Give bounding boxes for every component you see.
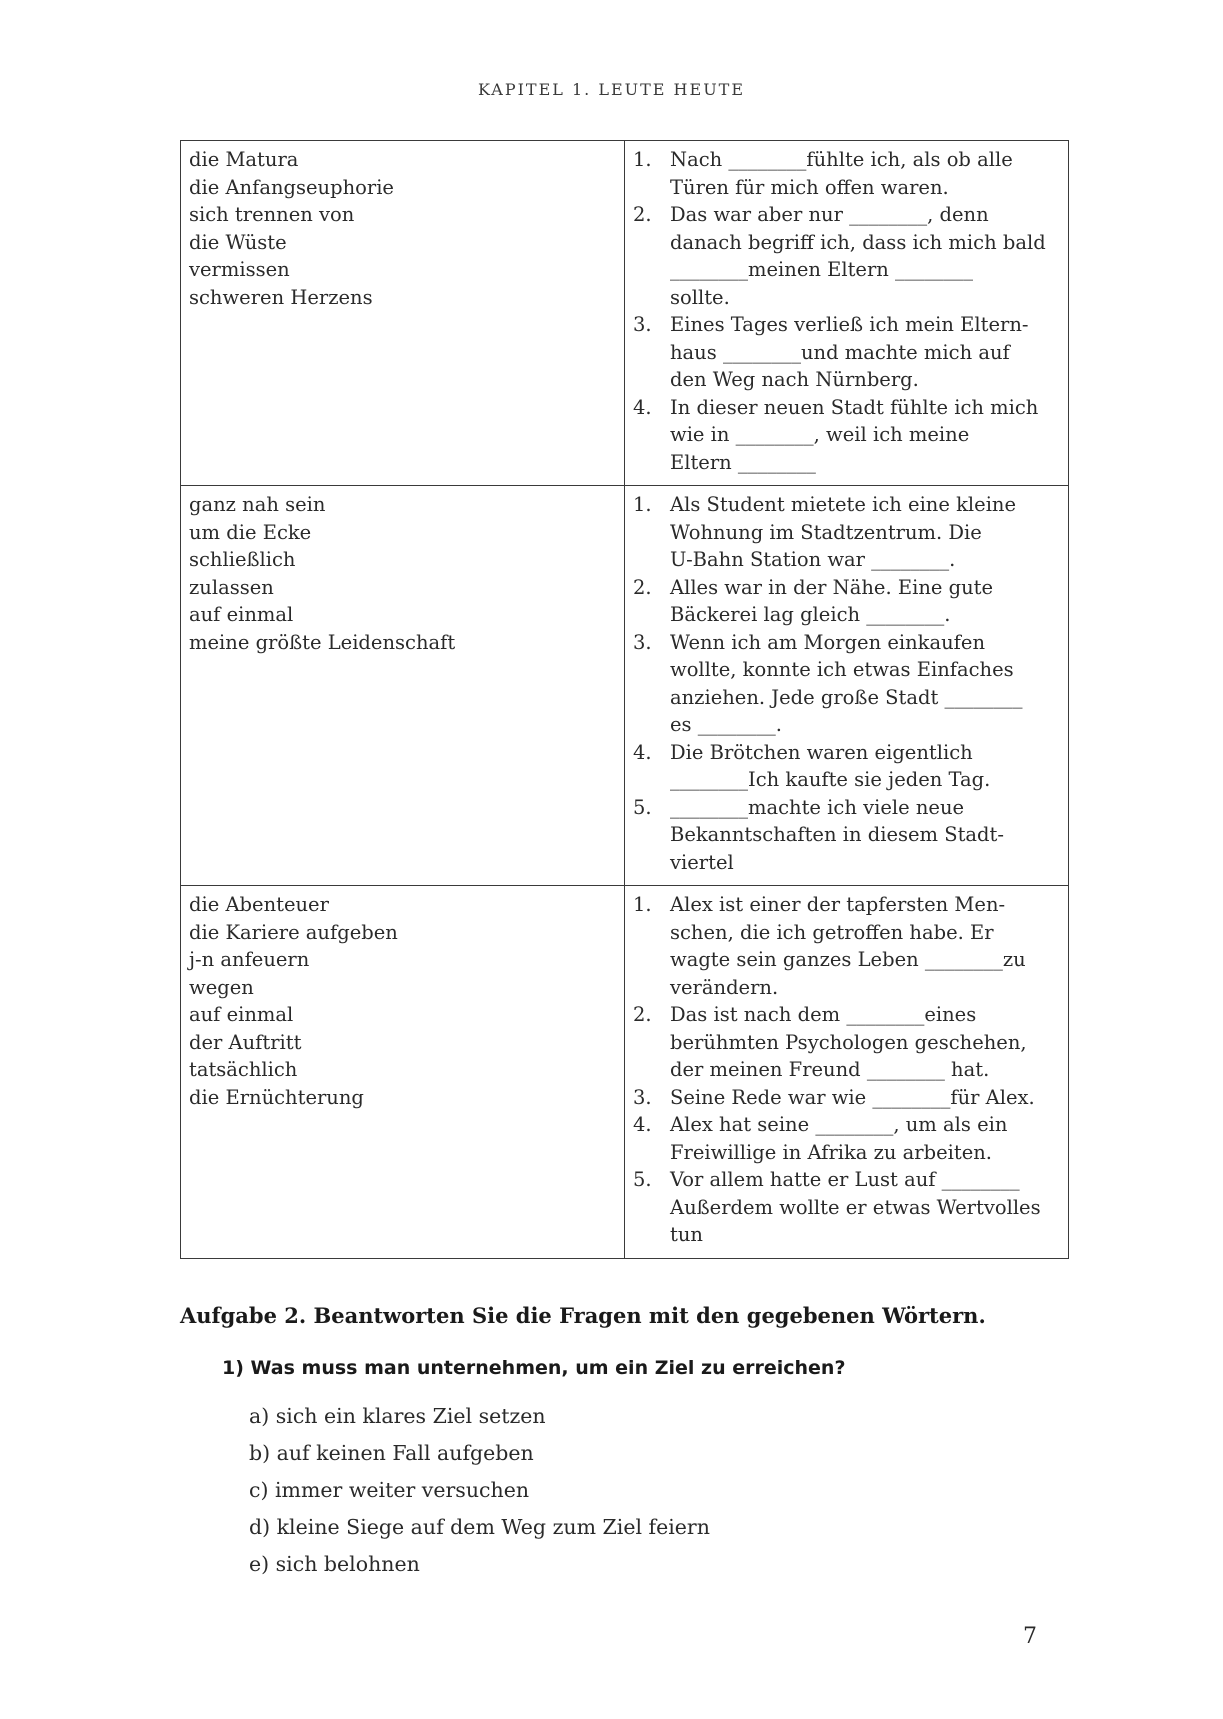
sentence-line: U-Bahn Station war ________.: [670, 548, 956, 571]
sentence-line: Außerdem wollte er etwas Wertvolles: [670, 1195, 1041, 1219]
sentence-line: tun: [670, 1223, 703, 1246]
sentence-item: [633, 739, 1062, 794]
vocabulary-word: wegen: [189, 975, 254, 999]
sentence-line: ________Ich kaufte sie jeden Tag.: [670, 768, 991, 791]
sentence-number: 3.: [633, 630, 652, 654]
sentence-line: Nach ________fühlte ich, als ob alle: [670, 148, 1013, 171]
sentence-line: Die Brötchen waren eigentlich: [670, 740, 973, 764]
question: 1) Was muss man unternehmen, um ein Ziel zu erreichen?: [222, 1357, 846, 1379]
sentence-line: Alex hat seine ________, um als ein: [670, 1113, 1008, 1136]
sentence-line: wollte, konnte ich etwas Einfaches: [670, 658, 1014, 681]
sentence-line: In dieser neuen Stadt fühlte ich mich: [670, 395, 1039, 419]
sentence-line: Das war aber nur ________, denn: [670, 203, 989, 226]
sentence-line: Eines Tages verließ ich mein Eltern-: [670, 313, 1029, 336]
sentence-number: 3.: [633, 1085, 652, 1109]
vocabulary-word: sich trennen von: [189, 203, 355, 226]
sentence-number: 4.: [633, 1113, 652, 1136]
sentence-text: [670, 1001, 1062, 1084]
sentence-line: berühmten Psychologen geschehen,: [670, 1030, 1027, 1054]
word-list-cell: [181, 141, 625, 486]
sentence-text: [670, 629, 1062, 739]
sentence-number: 2.: [633, 575, 652, 599]
vocabulary-word: j-n anfeuern: [189, 948, 310, 971]
sentence-line: Freiwillige in Afrika zu arbeiten.: [670, 1140, 993, 1164]
sentence-line: ________machte ich viele neue: [670, 795, 965, 819]
sentence-item: [633, 311, 1062, 394]
sentence-text: [670, 146, 1062, 201]
sentence-line: viertel: [670, 850, 734, 874]
sentence-line: Bekanntschaften in diesem Stadt-: [670, 823, 1004, 846]
sentence-item: [633, 1001, 1062, 1084]
sentence-line: es ________.: [670, 713, 782, 736]
vocabulary-word: ganz nah sein: [189, 493, 326, 516]
sentence-item: [633, 1111, 1062, 1166]
sentence-text: [670, 891, 1062, 1001]
sentence-text: [670, 201, 1062, 311]
vocabulary-word: die Anfangseuphorie: [189, 175, 394, 199]
sentence-line: der meinen Freund ________ hat.: [670, 1058, 990, 1081]
sentence-text: [670, 739, 1062, 794]
vocabulary-word: die Matura: [189, 148, 299, 171]
sentence-item: [633, 574, 1062, 629]
answer-item: a) sich ein klares Ziel setzen: [249, 1404, 546, 1428]
answer-item: b) auf keinen Fall aufgeben: [249, 1441, 534, 1465]
sentence-line: Alles war in der Nähe. Eine gute: [670, 575, 994, 599]
sentence-line: Türen für mich offen waren.: [670, 175, 949, 199]
vocabulary-word: vermissen: [189, 258, 290, 281]
vocabulary-table: [180, 140, 1069, 1259]
vocabulary-word: die Wüste: [189, 230, 287, 254]
table-row: [181, 886, 1069, 1259]
sentence-line: schen, die ich getroffen habe. Er: [670, 920, 994, 944]
sentence-list: [633, 491, 1062, 876]
sentence-item: [633, 491, 1062, 574]
sentence-item: [633, 1084, 1062, 1112]
sentence-item: [633, 201, 1062, 311]
vocabulary-word: um die Ecke: [189, 520, 312, 544]
vocabulary-word: die Abenteuer: [189, 893, 329, 916]
sentence-list: [633, 146, 1062, 476]
sentence-number: 1.: [633, 893, 652, 916]
sentence-number: 5.: [633, 795, 652, 819]
vocabulary-word: auf einmal: [189, 1003, 294, 1026]
sentence-number: 1.: [633, 493, 652, 516]
sentence-list-cell: [625, 141, 1069, 486]
sentence-number: 4.: [633, 740, 652, 764]
sentence-text: [670, 574, 1062, 629]
answer-list: [249, 1398, 710, 1583]
vocabulary-word: auf einmal: [189, 603, 294, 626]
sentence-text: [670, 1084, 1062, 1112]
sentence-line: Eltern ________: [670, 450, 816, 474]
vocabulary-word: der Auftritt: [189, 1030, 302, 1054]
sentence-line: Das ist nach dem ________eines: [670, 1003, 977, 1026]
sentence-list: [633, 891, 1062, 1249]
sentence-text: [670, 491, 1062, 574]
sentence-item: [633, 146, 1062, 201]
table-row: [181, 486, 1069, 886]
sentence-text: [670, 1166, 1062, 1249]
vocabulary-word: schweren Herzens: [189, 285, 373, 309]
sentence-line: haus ________und machte mich auf: [670, 340, 1010, 364]
vocabulary-word: die Ernüchterung: [189, 1085, 364, 1109]
task-title: Aufgabe 2. Beantworten Sie die Fragen mit den gegebenen Wörtern.: [180, 1303, 986, 1328]
sentence-line: wagte sein ganzes Leben ________zu: [670, 948, 1026, 971]
sentence-item: [633, 891, 1062, 1001]
word-list-cell: [181, 486, 625, 886]
sentence-line: Wohnung im Stadtzentrum. Die: [670, 520, 982, 544]
sentence-line: anziehen. Jede große Stadt ________: [670, 685, 1023, 709]
answer-item: d) kleine Siege auf dem Weg zum Ziel feiern: [249, 1515, 710, 1539]
table-row: [181, 141, 1069, 486]
sentence-item: [633, 794, 1062, 877]
sentence-line: Vor allem hatte er Lust auf ________: [670, 1168, 1020, 1191]
sentence-list-cell: [625, 886, 1069, 1259]
sentence-line: danach begriff ich, dass ich mich bald: [670, 230, 1046, 254]
page-number: 7: [1023, 1624, 1037, 1649]
sentence-line: Seine Rede war wie ________für Alex.: [670, 1085, 1035, 1109]
sentence-line: den Weg nach Nürnberg.: [670, 368, 919, 391]
vocabulary-word: zulassen: [189, 575, 274, 599]
sentence-text: [670, 794, 1062, 877]
vocabulary-table-body: [181, 141, 1069, 1259]
word-list-cell: [181, 886, 625, 1259]
sentence-text: [670, 394, 1062, 477]
running-head: KAPITEL 1. LEUTE HEUTE: [477, 80, 746, 99]
sentence-number: 5.: [633, 1168, 652, 1191]
sentence-line: wie in ________, weil ich meine: [670, 423, 970, 446]
sentence-line: sollte.: [670, 285, 730, 309]
vocabulary-word: tatsächlich: [189, 1058, 298, 1081]
answer-item: e) sich belohnen: [249, 1552, 420, 1576]
sentence-text: [670, 311, 1062, 394]
vocabulary-word: meine größte Leidenschaft: [189, 630, 456, 654]
sentence-line: ________meinen Eltern ________: [670, 258, 974, 281]
sentence-list-cell: [625, 486, 1069, 886]
sentence-line: Als Student mietete ich eine kleine: [670, 493, 1017, 516]
vocabulary-word: die Kariere aufgeben: [189, 920, 398, 944]
sentence-line: Wenn ich am Morgen einkaufen: [670, 630, 985, 654]
sentence-item: [633, 394, 1062, 477]
answer-item: c) immer weiter versuchen: [249, 1478, 530, 1502]
sentence-item: [633, 1166, 1062, 1249]
sentence-number: 3.: [633, 313, 652, 336]
sentence-number: 1.: [633, 148, 652, 171]
vocabulary-word: schließlich: [189, 548, 296, 571]
sentence-item: [633, 629, 1062, 739]
sentence-number: 4.: [633, 395, 652, 419]
sentence-line: verändern.: [670, 975, 779, 999]
sentence-line: Bäckerei lag gleich ________.: [670, 603, 951, 626]
sentence-number: 2.: [633, 1003, 652, 1026]
sentence-number: 2.: [633, 203, 652, 226]
sentence-line: Alex ist einer der tapfersten Men-: [670, 893, 1006, 916]
sentence-text: [670, 1111, 1062, 1166]
